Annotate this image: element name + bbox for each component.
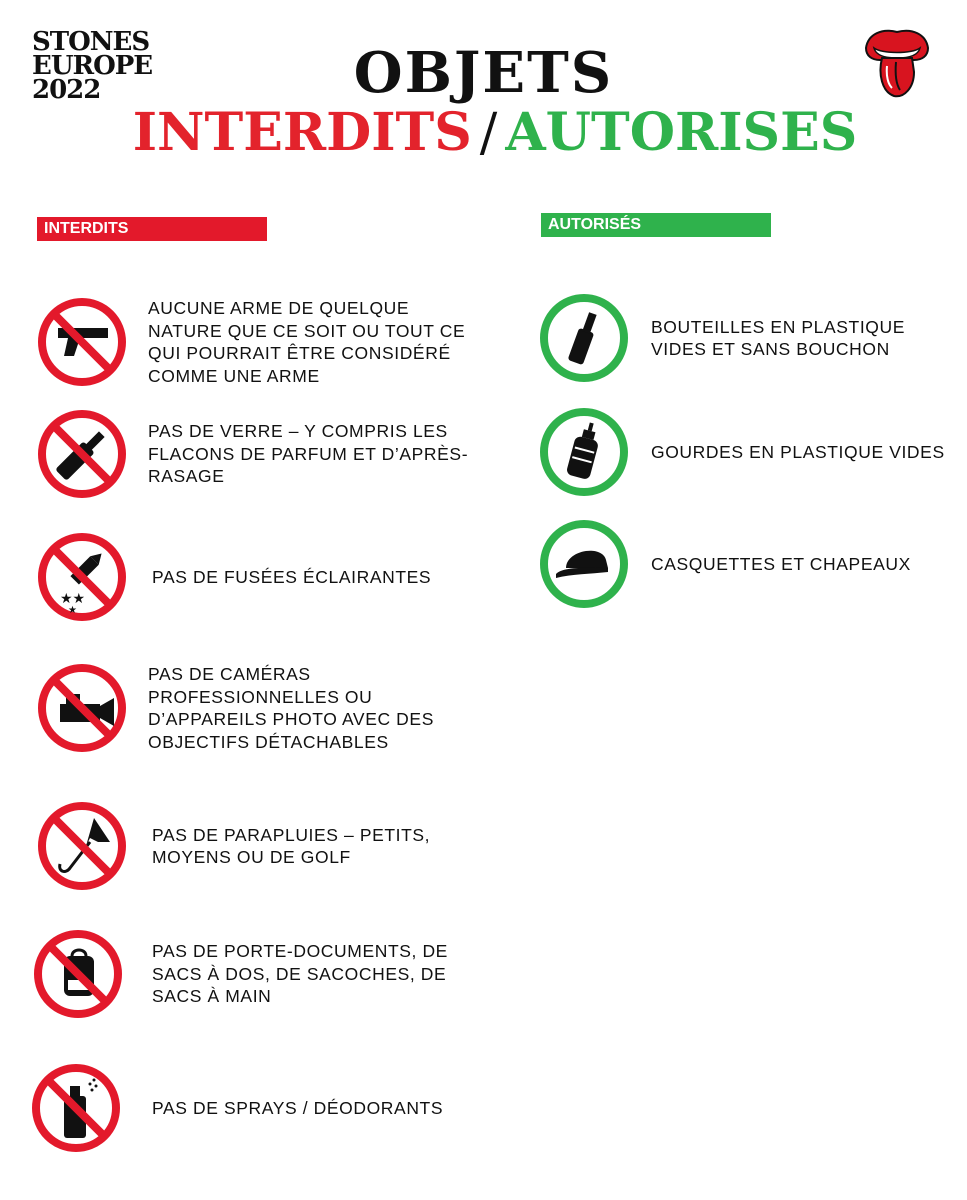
video-camera-icon <box>34 660 130 756</box>
subtitle-allowed: AUTORISES <box>505 102 858 163</box>
subtitle-forbidden: INTERDITS <box>132 102 472 163</box>
forbidden-item-flares <box>34 529 472 625</box>
tongue-logo-icon <box>862 26 932 98</box>
forbidden-item-text: PAS DE SPRAYS / DÉODORANTS <box>152 1097 444 1118</box>
allowed-item-text: BOUTEILLES EN PLASTIQUE VIDES ET SANS BOUCHON <box>651 316 906 359</box>
allowed-item-water-bottles <box>536 404 951 500</box>
forbidden-item-umbrellas <box>34 798 472 894</box>
cap-icon <box>536 516 632 612</box>
forbidden-item-bags <box>30 926 482 1022</box>
brand-line-3: 2022 <box>32 75 101 105</box>
forbidden-item-text: AUCUNE ARME DE QUELQUE NATURE QUE CE SOIT OU TOUT CE QUI POURRAIT ÊTRE CONSIDÉRÉ COMME UNE ARME <box>148 298 466 386</box>
allowed-item-plastic-bottles <box>536 290 951 386</box>
page-subtitle <box>0 102 967 163</box>
forbidden-item-sprays <box>28 1060 482 1156</box>
forbidden-item-text: PAS DE PARAPLUIES – PETITS, MOYENS OU DE GOLF <box>152 824 431 867</box>
glass-bottle-icon <box>34 406 130 502</box>
flare-icon <box>34 529 130 625</box>
brand-line-1: STONES <box>32 27 150 57</box>
subtitle-separator: / <box>479 103 498 163</box>
page-title: OBJETS <box>353 40 614 106</box>
forbidden-item-cameras <box>34 660 478 756</box>
forbidden-item-glass <box>34 406 478 502</box>
forbidden-item-weapons <box>34 294 468 390</box>
forbidden-item-text: PAS DE PORTE-DOCUMENTS, DE SACS À DOS, DE SACOCHES, DE SACS À MAIN <box>152 941 448 1007</box>
svg-text:★★: ★★ <box>60 591 86 607</box>
allowed-item-text: GOURDES EN PLASTIQUE VIDES <box>651 441 945 462</box>
spray-can-icon <box>28 1060 124 1156</box>
gun-icon <box>34 294 130 390</box>
water-bottle-icon <box>536 404 632 500</box>
umbrella-icon <box>34 798 130 894</box>
forbidden-section-label: INTERDITS <box>37 217 267 241</box>
forbidden-item-text: PAS DE CAMÉRAS PROFESSIONNELLES OU D’APPAREILS PHOTO AVEC DES OBJECTIFS DÉTACHABLES <box>148 664 434 752</box>
forbidden-item-text: PAS DE VERRE – Y COMPRIS LES FLACONS DE PARFUM ET D’APRÈS-RASAGE <box>148 421 469 487</box>
allowed-item-caps <box>536 516 951 612</box>
allowed-item-text: CASQUETTES ET CHAPEAUX <box>651 553 911 574</box>
plastic-bottle-icon <box>536 290 632 386</box>
backpack-icon <box>30 926 126 1022</box>
svg-text:★: ★ <box>68 605 77 616</box>
forbidden-item-text: PAS DE FUSÉES ÉCLAIRANTES <box>152 566 432 587</box>
allowed-section-label: AUTORISÉS <box>541 213 771 237</box>
brand-line-2: EUROPE <box>32 51 153 81</box>
